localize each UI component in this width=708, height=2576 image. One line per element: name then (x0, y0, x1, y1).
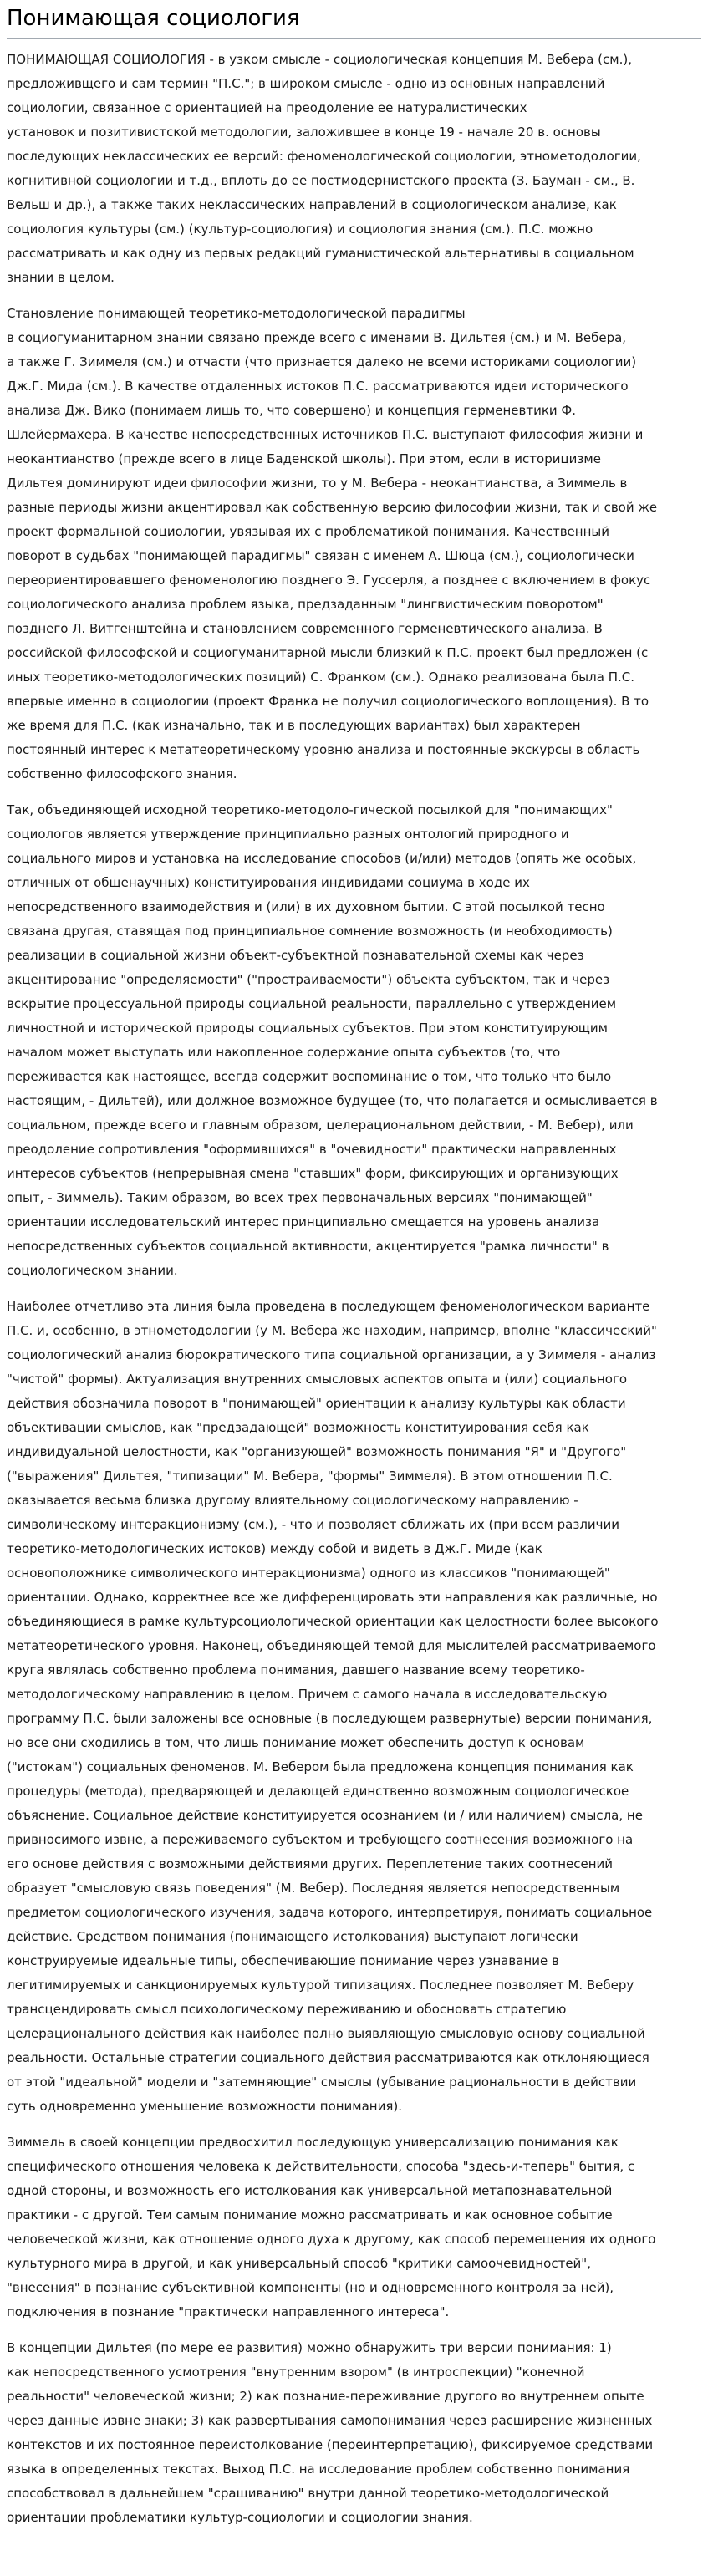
article-body (7, 48, 701, 2530)
paragraph-intro: ПОНИМАЮЩАЯ СОЦИОЛОГИЯ - в узком смысле - социологическая концепция М. Вебера (см.), предложивщего и сам термин "П.С."; в широком смысле - одно из основных направлений социологии, связанное с ориентацией на преодоление ее натуралистических установок и позитивистской методологии, заложившее в конце 19 - начале 20 в. основы последующих неклассических ее версий: феноменологической социологии, этнометодологии, когнитивной социологии и т.д., вплоть до ее постмодернистского проекта (З. Бауман - см., В. Вельш и др.), а также таких неклассических направлений в социологическом анализе, как социология культуры (см.) (культур-социология) и социология знания (см.). П.С. можно рассматривать и как одну из первых редакций гуманистической альтернативы в социальном знании в целом. (7, 52, 641, 285)
article (0, 5, 708, 2530)
paragraph-dilthey: В концепции Дильтея (по мере ее развития) можно обнаружить три версии понимания: 1) как непосредственного усмотрения "внутренним взором" (в интроспекции) "конечной реальности" человеческой жизни; 2) как познание-переживание другого во внутреннем опыте через данные извне знаки; 3) как развертывания самопонимания через расширение жизненных контекстов и их постоянное переистолкование (переинтерпретацию), фиксируемое средствами языка в определенных текстах. Выход П.С. на исследование проблем собственно понимания способствовал в дальнейшем "сращиванию" внутри данной теоретико-методологической ориентации проблематики культур-социологии и социологии знания. (7, 2340, 654, 2525)
paragraph-simmel: Зиммель в своей концепции предвосхитил последующую универсализацию понимания как специфического отношения человека к действительности, способа "здесь-и-теперь" бытия, с одной стороны, и возможность его истолкования как универсальной метапознавательной практики - с другой. Тем самым понимание можно рассматривать и как основное событие человеческой жизни, как отношение одного духа к другому, как способ перемещения их одного культурного мира в другой, и как универсальный способ "критики самоочевидностей", "внесения" в познание субъективной компоненты (но и одновременного контроля за ней), подключения в познание "практически направленного интереса". (7, 2135, 656, 2319)
paragraph-ontology: Так, объединяющей исходной теоретико-методоло-гической посылкой для "понимающих" социологов является утверждение принципиально разных онтологий природного и социального миров и установка на исследование способов (и/или) методов (опять же особых, отличных от общенаучных) конституирования индивидами социума в ходе их непосредственного взаимодействия и (или) в их духовном бытии. С этой посылкой тесно связана другая, ставящая под принципиальное сомнение возможность (и необходимость) реализации в социальной жизни объект-субъектной познавательной схемы как через акцентирование "определяемости" ("простраиваемости") объекта субъектом, так и через вскрытие процессуальной природы социальной реальности, параллельно с утверждением личностной и исторической природы социальных субъектов. При этом конституирующим началом может выступать или накопленное содержание опыта субъектов (то, что переживается как настоящее, всегда содержит воспоминание о том, что только что было настоящим, - Дильтей), или должное возможное будущее (то, что полагается и осмысливается в социальном, прежде всего и главным образом, целерациональном действии, - М. Вебер), или преодоление сопротивления "оформившихся" в "очевидности" практически направленных интересов субъектов (непрерывная смена "ставших" форм, фиксирующих и организующих опыт, - Зиммель). Таким образом, во всех трех первоначальных версиях "понимающей" ориентации исследовательский интерес принципиально смещается на уровень анализа непосредственных субъектов социальной активности, акцентируется "рамка личности" в социологическом знании. (7, 802, 658, 1278)
paragraph-phenomenology: Наиболее отчетливо эта линия была проведена в последующем феноменологическом варианте П.С. и, особенно, в этнометодологии (у М. Вебера же находим, например, вполне "классический" социологический анализ бюрократического типа социальной организации, а у Зиммеля - анализ "чистой" формы). Актуализация внутренних смысловых аспектов опыта и (или) социального действия обозначила поворот в "понимающей" ориентации к анализу культуры как области объективации смыслов, как "предзадающей" возможность конституирования себя как индивидуальной целостности, как "организующей" возможность понимания "Я" и "Другого" ("выражения" Дильтея, "типизации" М. Вебера, "формы" Зиммеля). В этом отношении П.С. оказывается весьма близка другому влиятельному социологическому направлению - символическому интеракционизму (см.), - что и позволяет сближать их (при всем различии теоретико-методологических истоков) между собой и видеть в Дж.Г. Миде (как основоположнике символического интеракционизма) одного из классиков "понимающей" ориентации. Однако, корректнее все же дифференцировать эти направления как различные, но объединяющиеся в рамке культурсоциологической ориентации как целостности более высокого метатеоретического уровня. Наконец, объединяющей темой для мыслителей рассматриваемого круга являлась собственно проблема понимания, давшего название всему теоретико- методологическому направлению в целом. Причем с самого начала в исследовательскую программу П.С. были заложены все основные (в последующем развернутые) версии понимания, но все они сходились в том, что лишь понимание может обеспечить доступ к основам ("истокам") социальных феноменов. М. Вебером была предложена концепция понимания как процедуры (метода), предваряющей и делающей единственно возможным социологическое объяснение. Социальное действие конституируется осознанием (и / или наличием) смысла, не привносимого извне, а переживаемого субъектом и требующего соотнесения возможного на его основе действия с возможными действиями других. Переплетение таких соотнесений образует "смысловую связь поведения" (М. Вебер). Последняя является непосредственным предметом социологического изучения, задача которого, интерпретируя, понимать социальное действие. Средством понимания (понимающего истолкования) выступают логически конструируемые идеальные типы, обеспечивающие понимание через узнавание в легитимируемых и санкционируемых культурой типизациях. Последнее позволяет М. Веберу трансцендировать смысл психологическому переживанию и обосновать стратегию целерационального действия как наиболее полно выявляющую смысловую основу социальной реальности. Остальные стратегии социального действия рассматриваются как отклоняющиеся от этой "идеальной" модели и "затемняющие" смыслы (убывание рациональности в действии суть одновременно уменьшение возможности понимания). (7, 1299, 659, 2114)
paragraph-origins: Становление понимающей теоретико-методологической парадигмы в социогуманитарном знании связано прежде всего с именами В. Дильтея (см.) и М. Вебера, а также Г. Зиммеля (см.) и отчасти (что признается далеко не всеми историками социологии) Дж.Г. Мида (см.). В качестве отдаленных истоков П.С. рассматриваются идеи исторического анализа Дж. Вико (понимаем лишь то, что совершено) и концепция герменевтики Ф. Шлейермахера. В качестве непосредственных источников П.С. выступают философия жизни и неокантианство (прежде всего в лице Баденской школы). При этом, если в историцизме Дильтея доминируют идеи философии жизни, то у М. Вебера - неокантианства, а Зиммель в разные периоды жизни акцентировал как собственную версию философии жизни, так и свой же проект формальной социологии, увязывая их с проблематикой понимания. Качественный поворот в судьбах "понимающей парадигмы" связан с именем А. Шюца (см.), социологически переориентировавшего феноменологию позднего Э. Гуссерля, а позднее с включением в фокус социологического анализа проблем языка, предзаданным "лингвистическим поворотом" позднего Л. Витгенштейна и становлением современного герменевтического анализа. В российской философской и социогуманитарной мысли близкий к П.С. проект был предложен (с иных теоретико-методологических позиций) С. Франком (см.). Однако реализована была П.С. впервые именно в социологии (проект Франка не получил социологического воплощения). В то же время для П.С. (как изначально, так и в последующих вариантах) был характерен постоянный интерес к метатеоретическому уровню анализа и постоянные экскурсы в область собственно философского знания. (7, 306, 658, 781)
page-title: Понимающая социология (7, 5, 701, 39)
